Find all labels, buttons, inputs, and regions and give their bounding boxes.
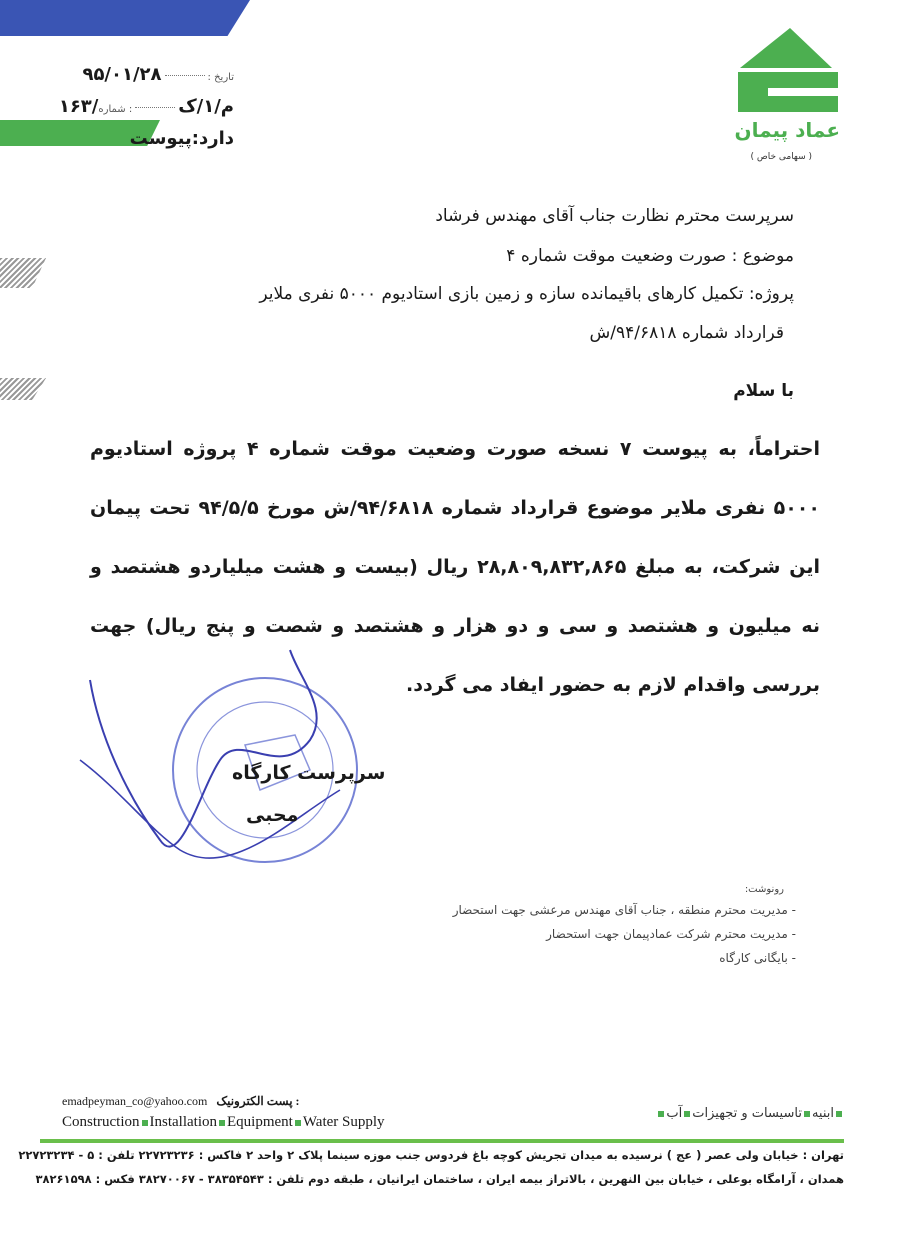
service-en: Equipment: [227, 1114, 293, 1130]
services-persian: [656, 1106, 844, 1121]
company-type: ( سهامی خاص ): [750, 152, 812, 162]
footer-divider: [40, 1139, 844, 1143]
email-row: [62, 1094, 300, 1109]
cc-list: [452, 882, 796, 970]
greeting: با سلام: [733, 381, 794, 401]
date-row: [82, 64, 234, 85]
date-label: : تاریخ: [207, 72, 234, 83]
project: پروژه: تکمیل کارهای باقیمانده سازه و زمین بازی استادیوم ۵۰۰۰ نفری ملایر: [259, 284, 794, 304]
service-fa: ابنیه: [811, 1106, 834, 1121]
subject: موضوع : صورت وضعیت موقت شماره ۴: [506, 246, 794, 266]
company-name: عماد پیمان: [734, 118, 840, 142]
recipient: سرپرست محترم نظارت جناب آقای مهندس فرشاد: [435, 206, 794, 226]
number-label: : شماره: [98, 104, 133, 115]
address-hamedan: همدان ، آرامگاه بوعلی ، خیابان بین النهرین ، بالاتراز بیمه ایران ، ساختمان ایرانیان ، طبقه دوم تلفن : ۳۸۳۵۴۵۴۳ - ۳۸۲۷۰۰۶۷ فکس : ۳۸۲۶۱۵۹۸: [35, 1172, 844, 1186]
services-english: [62, 1114, 385, 1131]
service-en: Construction: [62, 1114, 140, 1130]
service-fa: تاسیسات و تجهیزات: [692, 1106, 802, 1121]
margin-hatch-mark: [0, 258, 46, 288]
number-row: [59, 96, 234, 117]
signer-title: سرپرست کارگاه: [232, 762, 386, 784]
margin-hatch-mark: [0, 378, 46, 400]
company-logo: [738, 28, 838, 118]
attachment-note: دارد:پیوست: [129, 128, 234, 149]
cc-item: - مدیریت محترم شرکت عمادپیمان جهت استحضار: [546, 927, 796, 941]
email-address[interactable]: emadpeyman_co@yahoo.com: [62, 1094, 208, 1108]
letter-body: احتراماً، به پیوست ۷ نسخه صورت وضعیت موقت شماره ۴ پروژه استادیوم ۵۰۰۰ نفری ملایر موضوع قرارداد شماره ۹۴/۶۸۱۸/ش مورخ ۹۴/۵/۵ تحت پیمان این شرکت، به مبلغ ۲۸,۸۰۹,۸۳۲,۸۶۵ ریال (بیست و هشت میلیاردو هشتصد و نه میلیون و هشتصد و سی و دو هزار و هشتصد و شصت و پنج ریال) جهت بررسی واقدام لازم به حضور ایفاد می گردد.: [90, 438, 821, 696]
header-blue-band: [0, 0, 250, 36]
contract: قرارداد شماره ۹۴/۶۸۱۸/ش: [589, 323, 784, 343]
date-value: ۹۵/۰۱/۲۸: [82, 64, 162, 85]
service-en: Installation: [149, 1114, 217, 1130]
service-en: Water Supply: [302, 1114, 385, 1130]
service-fa: آب: [666, 1106, 683, 1121]
number-value: ۱۶۳/م/۱/ک: [58, 96, 234, 117]
cc-item: - بایگانی کارگاه: [719, 951, 796, 965]
signer-name: محبی: [246, 804, 299, 826]
cc-label: رونوشت:: [744, 884, 784, 895]
address-tehran: تهران : خیابان ولی عصر ( عج ) نرسیده به میدان تجریش کوچه باغ فردوس جنب موزه سینما پلاک ۲ واحد ۲ فاکس : ۲۲۷۲۳۲۳۶ تلفن : ۵ - ۲۲۷۲۳۲۳۴: [18, 1148, 844, 1162]
email-label: پست الکترونیک :: [216, 1094, 300, 1108]
cc-item: - مدیریت محترم منطقه ، جناب آقای مهندس مرعشی جهت استحضار: [452, 903, 796, 917]
